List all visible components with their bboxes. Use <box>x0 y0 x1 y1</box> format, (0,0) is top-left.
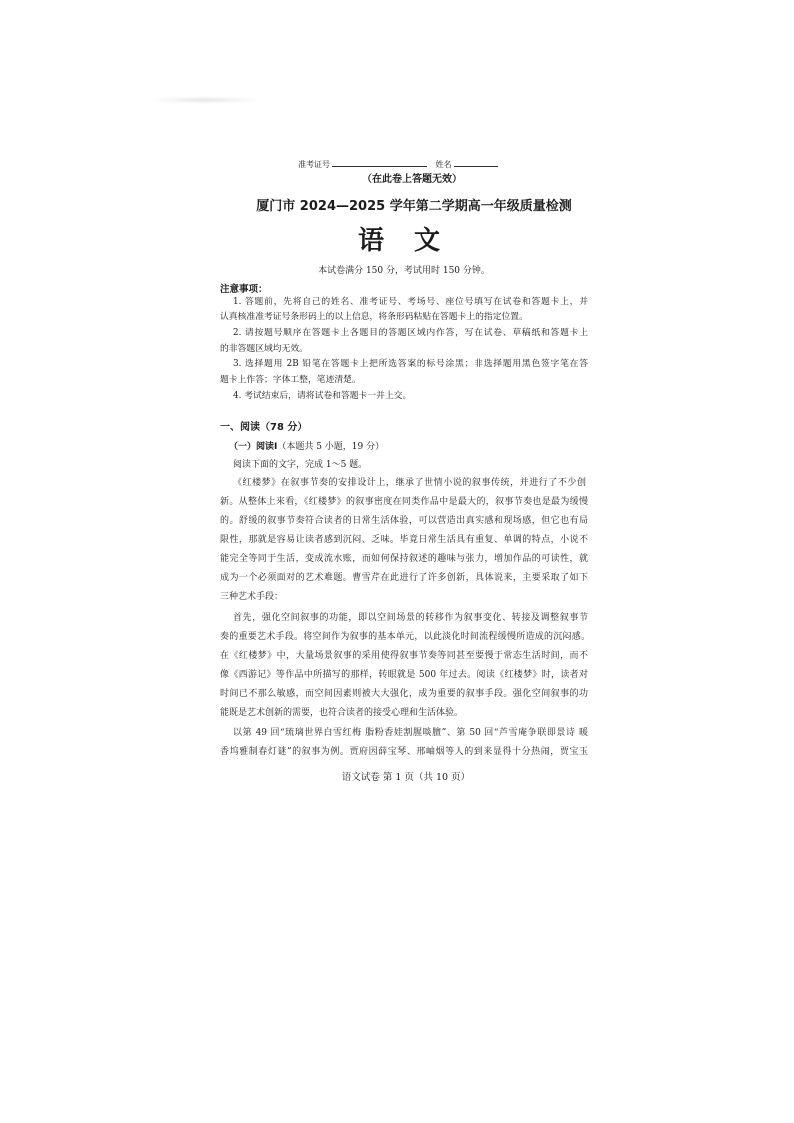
note-item-2-line-2: 的非答题区域均无效。 <box>220 343 308 354</box>
section-title: 一、阅读（78 分） <box>220 422 308 433</box>
exam-id-label: 准考证号 <box>298 160 330 169</box>
subsection-label: （一）阅读Ⅰ <box>229 441 278 452</box>
note-item-1-line-1: 1. 答题前，先将自己的姓名、准考证号、考场号、座位号填写在试卷和答题卡上，并 <box>233 296 588 307</box>
exam-title: 厦门市 2024—2025 学年第二学期高一年级质量检测 <box>256 199 572 214</box>
passage-p2-line-6: 能既是艺术创新的需要，也符合读者的接受心理和生活体验。 <box>220 707 464 718</box>
subsection-heading <box>229 443 384 452</box>
passage-p1-line-6: 成为一个必须面对的艺术难题。曹雪芹在此进行了许多创新，具体说来，主要采取了如下 <box>220 572 588 583</box>
subject-title: 语文 <box>358 226 471 256</box>
note-item-3-line-1: 3. 选择题用 2B 铅笔在答题卡上把所选答案的标号涂黑；非选择题用黑色签字笔在答 <box>233 358 588 369</box>
exam-id-blank <box>332 158 427 167</box>
passage-p2-line-2: 奏的重要艺术手段。将空间作为叙事的基本单元，以此淡化时间流程缓慢所造成的沉闷感。 <box>220 631 590 642</box>
name-label: 姓名 <box>435 160 452 169</box>
passage-p2-line-3: 在《红楼梦》中，大量场景叙事的采用使得叙事节奏等同甚至要慢于常态生活时间，而不 <box>220 650 588 661</box>
passage-p1-line-1: 《红楼梦》在叙事节奏的安排设计上，继承了世情小说的叙事传统，并进行了不少创 <box>233 477 586 488</box>
page-footer: 语文试卷 第 1 页（共 10 页） <box>341 772 471 783</box>
subsection-note: （本题共 5 小题，19 分） <box>277 441 385 452</box>
passage-p2-line-4: 像《西游记》等作品中所描写的那样，转眼就是 500 年过去。阅读《红楼梦》时，读者对 <box>220 669 588 680</box>
passage-p2-line-1: 首先，强化空间叙事的功能，即以空间场景的转移作为叙事变化、转接及调整叙事节 <box>233 612 588 623</box>
note-item-2-line-1: 2. 请按题号顺序在答题卡上各题目的答题区域内作答，写在试卷、草稿纸和答题卡上 <box>233 327 588 338</box>
note-item-1-line-2: 认真核准准考证号条形码上的以上信息，将条形码粘贴在答题卡上的指定位置。 <box>220 311 528 322</box>
passage-p1-line-7: 三种艺术手段： <box>220 591 284 602</box>
passage-p3-line-2: 香坞雅制春灯谜”的叙事为例。贾府因薛宝琴、邢岫烟等人的到来显得十分热闹，贾宝玉 <box>220 746 588 757</box>
passage-p3-line-1: 以第 49 回“琉璃世界白雪红梅 脂粉香娃割腥啖膻”、第 50 回“芦雪庵争联即景诗 暖 <box>233 727 588 738</box>
score-info: 本试卷满分 150 分，考试用时 150 分钟。 <box>318 266 490 276</box>
passage-p2-line-5: 时间已不那么敏感，而空间因素则被大大强化，成为重要的叙事手段。强化空间叙事的功 <box>220 688 588 699</box>
passage-p1-line-2: 新。从整体上来看，《红楼梦》的叙事密度在同类作品中是最大的，叙事节奏也是最为缓慢 <box>220 496 588 507</box>
candidate-info-row <box>298 158 498 169</box>
scan-smudge <box>150 98 260 102</box>
reading-instruction: 阅读下面的文字，完成 1～5 题。 <box>233 459 368 470</box>
notes-title: 注意事项： <box>220 284 268 295</box>
passage-p1-line-3: 的。舒缓的叙事节奏符合读者的日常生活体验，可以营造出真实感和现场感，但它也有局 <box>220 515 588 526</box>
note-item-4-line-1: 4. 考试结束后，请将试卷和答题卡一并上交。 <box>233 390 412 401</box>
no-answer-notice: （在此卷上答题无效） <box>362 174 462 185</box>
note-item-3-line-2: 题卡上作答；字体工整，笔迹清楚。 <box>220 374 361 385</box>
passage-p1-line-5: 能完全等同于生活，变成流水账，而如何保持叙述的趣味与张力，增加作品的可读性，就 <box>220 553 588 564</box>
name-blank <box>454 158 498 167</box>
passage-p1-line-4: 限性，那就是容易让读者感到沉闷、乏味。毕竟日常生活具有重复、单调的特点，小说不 <box>220 534 588 545</box>
